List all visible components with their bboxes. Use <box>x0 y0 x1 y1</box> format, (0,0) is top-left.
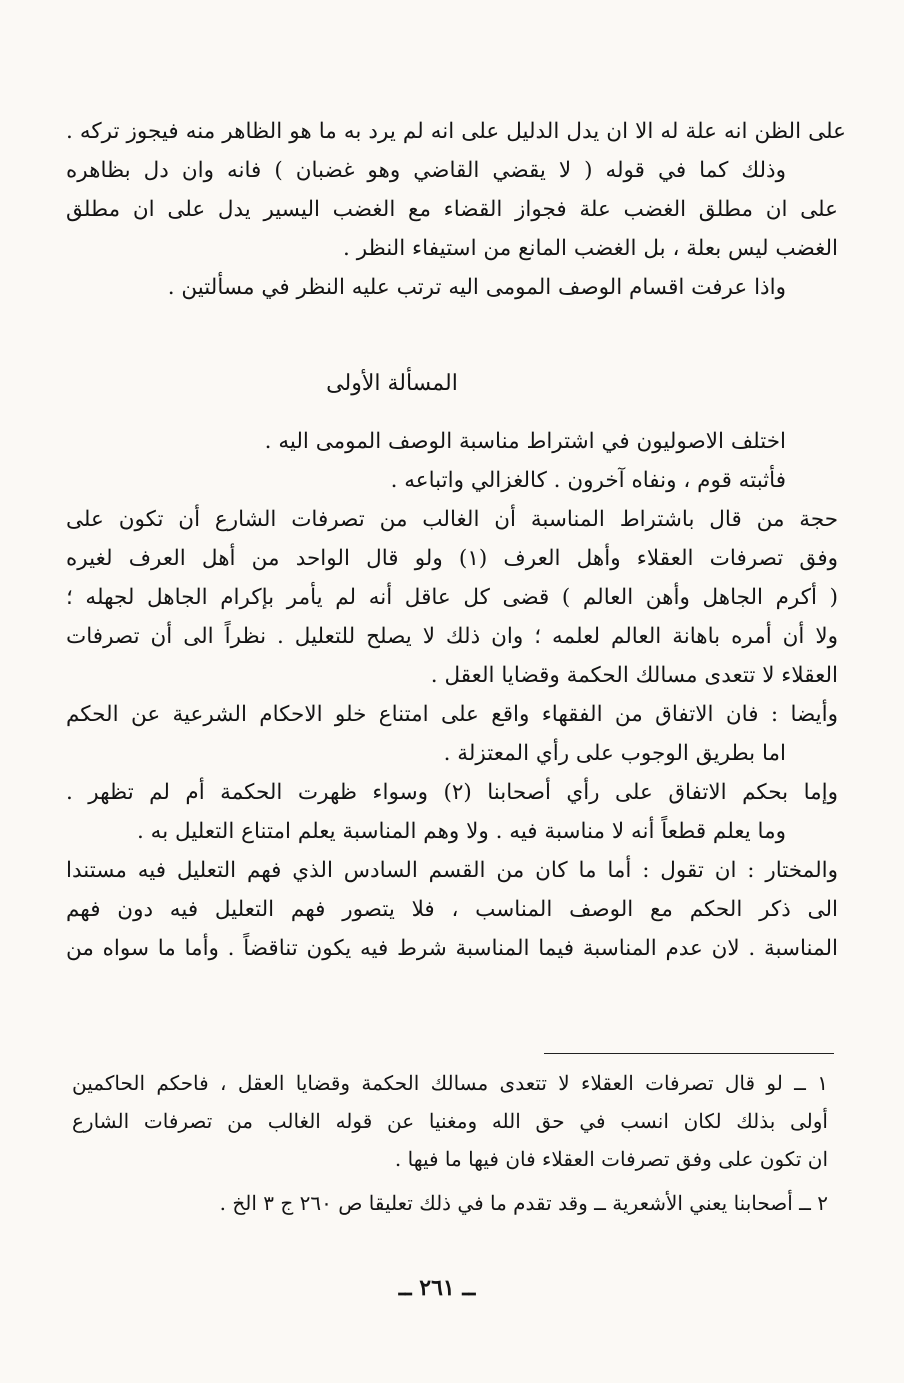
paragraph-line: فأثبته قوم ، ونفاه آخرون . كالغزالي واتباعه . <box>390 468 786 493</box>
paragraph-line: والمختار : ان تقول : أما ما كان من القسم السادس الذي فهم التعليل فيه مستندا <box>66 858 838 883</box>
footnotes <box>72 1064 828 1222</box>
paragraph-line: على الظن انه علة له الا ان يدل الدليل على انه لم يرد به ما هو الظاهر منه فيجوز تركه . <box>66 119 846 144</box>
page-number: ــ ٢٦١ ــ <box>398 1275 476 1301</box>
paragraph-line: وما يعلم قطعاً أنه لا مناسبة فيه . ولا وهم المناسبة يعلم امتناع التعليل به . <box>137 819 786 844</box>
paragraph-line: واذا عرفت اقسام الوصف المومى اليه ترتب عليه النظر في مسألتين . <box>167 275 786 300</box>
paragraph-line: ( أكرم الجاهل وأهن العالم ) قضى كل عاقل أنه لم يأمر بإكرام الجاهل لجهله ؛ <box>66 585 838 610</box>
text-block-top <box>66 112 846 307</box>
footnote-divider <box>544 1053 834 1054</box>
paragraph-line: اختلف الاصوليون في اشتراط مناسبة الوصف المومى اليه . <box>264 429 786 454</box>
paragraph-line: وأيضا : فان الاتفاق من الفقهاء واقع على امتناع خلو الاحكام الشرعية عن الحكم <box>66 702 838 727</box>
footnote-line: أولى بذلك لكان انسب في حق الله ومغنيا عن قوله الغالب من تصرفات الشارع <box>72 1109 828 1133</box>
paragraph-line: المناسبة . لان عدم المناسبة فيما المناسبة شرط فيه يكون تناقضاً . وأما ما سواه من <box>66 936 838 961</box>
footnote-line: ٢ ــ أصحابنا يعني الأشعرية ــ وقد تقدم ما في ذلك تعليقا ص ٢٦٠ ج ٣ الخ . <box>219 1191 828 1215</box>
paragraph-line: حجة من قال باشتراط المناسبة أن الغالب من تصرفات الشارع أن تكون على <box>66 507 838 532</box>
paragraph-line: العقلاء لا تتعدى مسالك الحكمة وقضايا العقل . <box>430 663 838 688</box>
paragraph-line: وفق تصرفات العقلاء وأهل العرف (١) ولو قال الواحد من أهل العرف لغيره <box>66 546 838 571</box>
paragraph-line: وذلك كما في قوله ( لا يقضي القاضي وهو غضبان ) فانه وان دل بظاهره <box>66 158 786 183</box>
paragraph-line: الى ذكر الحكم مع الوصف المناسب ، فلا يتصور فهم التعليل فيه دون فهم <box>66 897 838 922</box>
paragraph-line: اما بطريق الوجوب على رأي المعتزلة . <box>443 741 786 766</box>
paragraph-line: ولا أن أمره باهانة العالم لعلمه ؛ وان ذلك لا يصلح للتعليل . نظراً الى أن تصرفات <box>66 624 838 649</box>
paragraph-line: وإما بحكم الاتفاق على رأي أصحابنا (٢) وسواء ظهرت الحكمة أم لم تظهر . <box>66 780 838 805</box>
paragraph-line: الغضب ليس بعلة ، بل الغضب المانع من استيفاء النظر . <box>343 236 838 261</box>
text-block-main <box>66 422 838 968</box>
paragraph-line: على ان مطلق الغضب علة فجواز القضاء مع الغضب اليسير يدل على ان مطلق <box>66 197 838 222</box>
footnote-line: ١ ــ لو قال تصرفات العقلاء لا تتعدى مسالك الحكمة وقضايا العقل ، فاحكم الحاكمين <box>72 1071 828 1095</box>
section-heading: المسألة الأولى <box>326 371 458 396</box>
footnote-line: ان تكون على وفق تصرفات العقلاء فان فيها ما فيها . <box>394 1147 828 1171</box>
